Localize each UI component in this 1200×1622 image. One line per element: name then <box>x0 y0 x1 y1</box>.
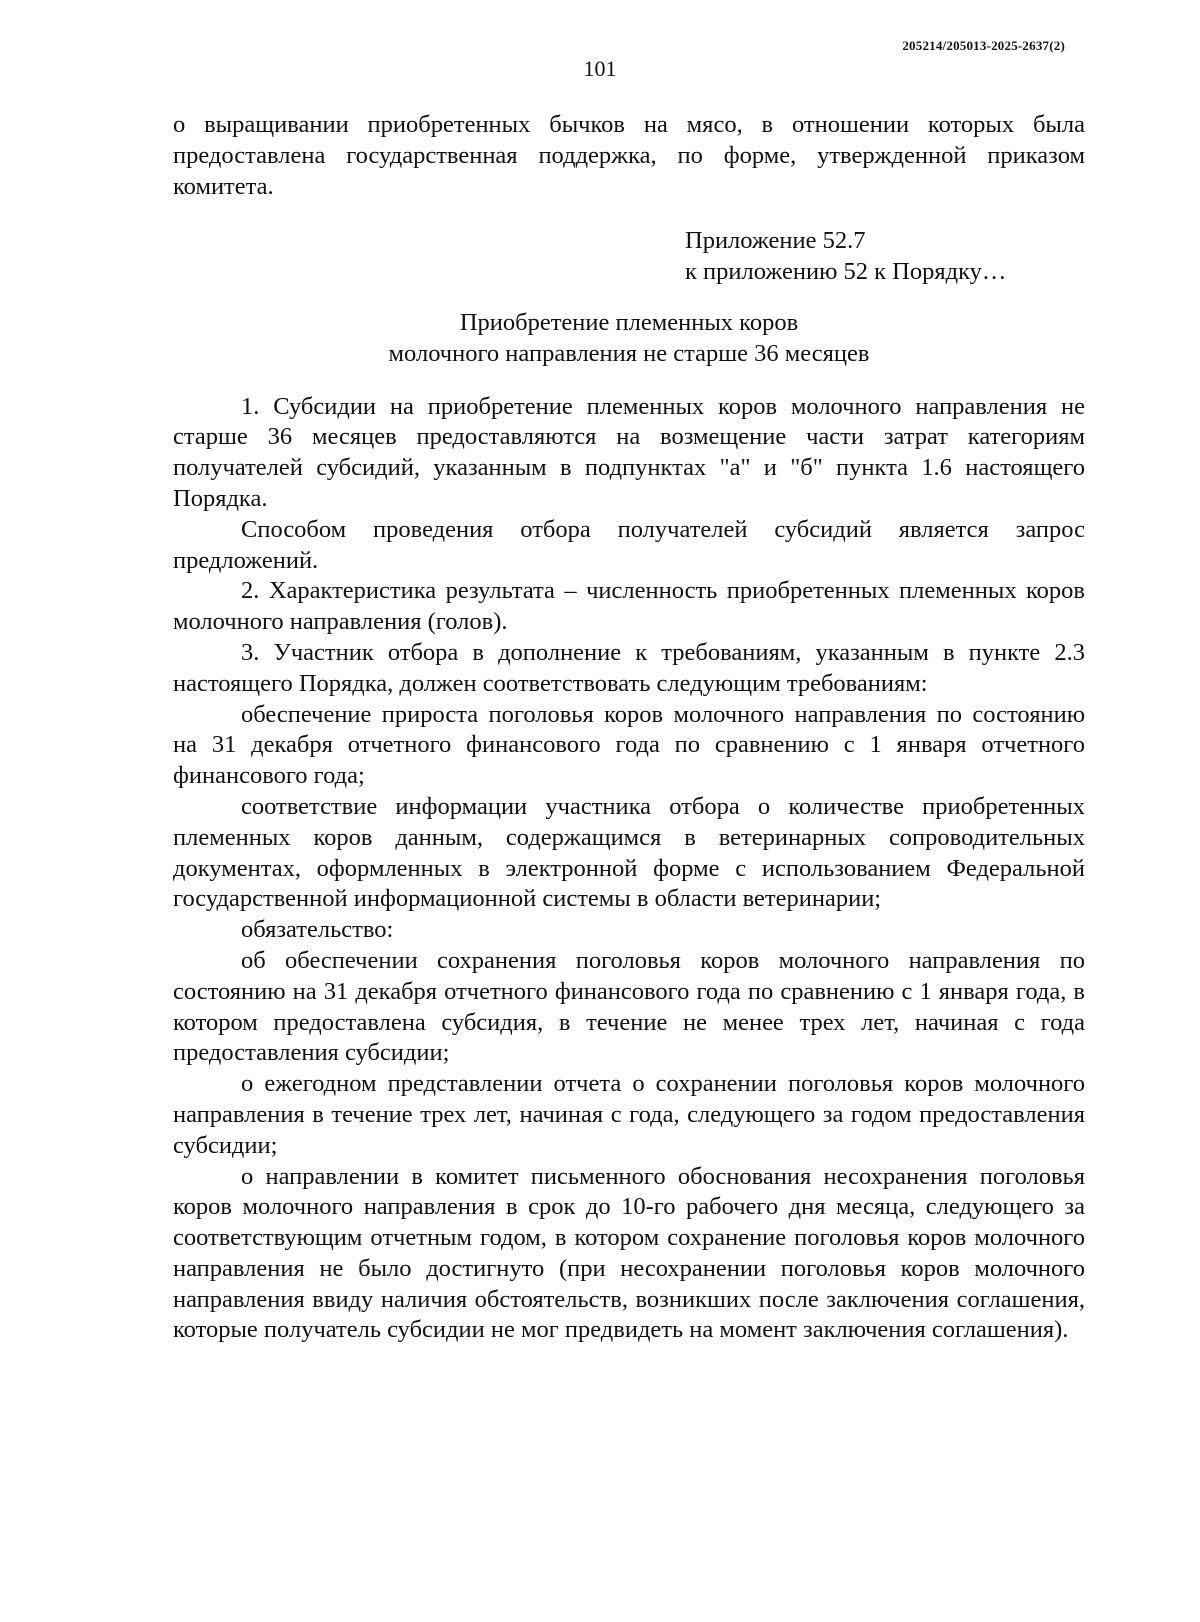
paragraph-obligation: обязательство: <box>241 916 394 944</box>
paragraph-selection-method: Способом проведения отбора получателей субсидий является запрос предложений. <box>173 515 1085 574</box>
page-number: 101 <box>583 56 617 81</box>
paragraph-annual-report: о ежегодном представлении отчета о сохранении поголовья коров молочного направления в течение трех лет, начиная с года, следующего за годом предоставления субсидии; <box>173 1070 1085 1159</box>
paragraph-1-subsidies: 1. Субсидии на приобретение племенных коров молочного направления не старше 36 месяцев предоставляются на возмещение части затрат категориям получателей субсидий, указанным в подпунктах "а" и "б" пункта 1.6 настоящего Порядка. <box>173 392 1085 512</box>
paragraph-herd-preservation: об обеспечении сохранения поголовья коров молочного направления по состоянию на 31 декабря отчетного финансового года по сравнению с 1 января года, в котором предоставлена субсидия, в течение не менее трех лет, начиная с года предоставления субсидии; <box>173 946 1085 1067</box>
section-title <box>173 308 1085 370</box>
appendix-reference <box>685 226 1085 288</box>
document-id: 205214/205013-2025-2637(2) <box>902 38 1065 53</box>
document-body <box>173 110 1085 1346</box>
appendix-line-1: Приложение 52.7 <box>685 227 866 255</box>
section-title-line-1: Приобретение племенных коров <box>459 308 799 336</box>
intro-paragraph: о выращивании приобретенных бычков на мясо, в отношении которых была предоставлена государственная поддержка, по форме, утвержденной приказом комитета. <box>173 111 1085 200</box>
paragraph-herd-growth: обеспечение прироста поголовья коров молочного направления по состоянию на 31 декабря отчетного финансового года по сравнению с 1 января отчетного финансового года; <box>173 700 1085 790</box>
paragraph-2-result: 2. Характеристика результата – численность приобретенных племенных коров молочного направления (голов). <box>173 577 1085 636</box>
paragraph-3-requirements: 3. Участник отбора в дополнение к требованиям, указанным в пункте 2.3 настоящего Порядка, должен соответствовать следующим требованиям: <box>173 638 1085 697</box>
paragraph-justification: о направлении в комитет письменного обоснования несохранения поголовья коров молочного направления в срок до 10-го рабочего дня месяца, следующего за соответствующим отчетным годом, в котором сохранение поголовья коров молочного направления не было достигнуто (при несохранении поголовья коров молочного направления ввиду наличия обстоятельств, возникших после заключения соглашения, которые получатель субсидии не мог предвидеть на момент заключения соглашения). <box>173 1162 1085 1344</box>
appendix-line-2: к приложению 52 к Порядку… <box>685 258 1007 286</box>
section-title-line-2: молочного направления не старше 36 месяцев <box>388 339 870 367</box>
paragraph-veterinary-info: соответствие информации участника отбора о количестве приобретенных племенных коров данным, содержащимся в ветеринарных сопроводительных документах, оформленных в электронной форме с использованием Федеральной государственной информационной системы в области ветеринарии; <box>173 792 1085 913</box>
